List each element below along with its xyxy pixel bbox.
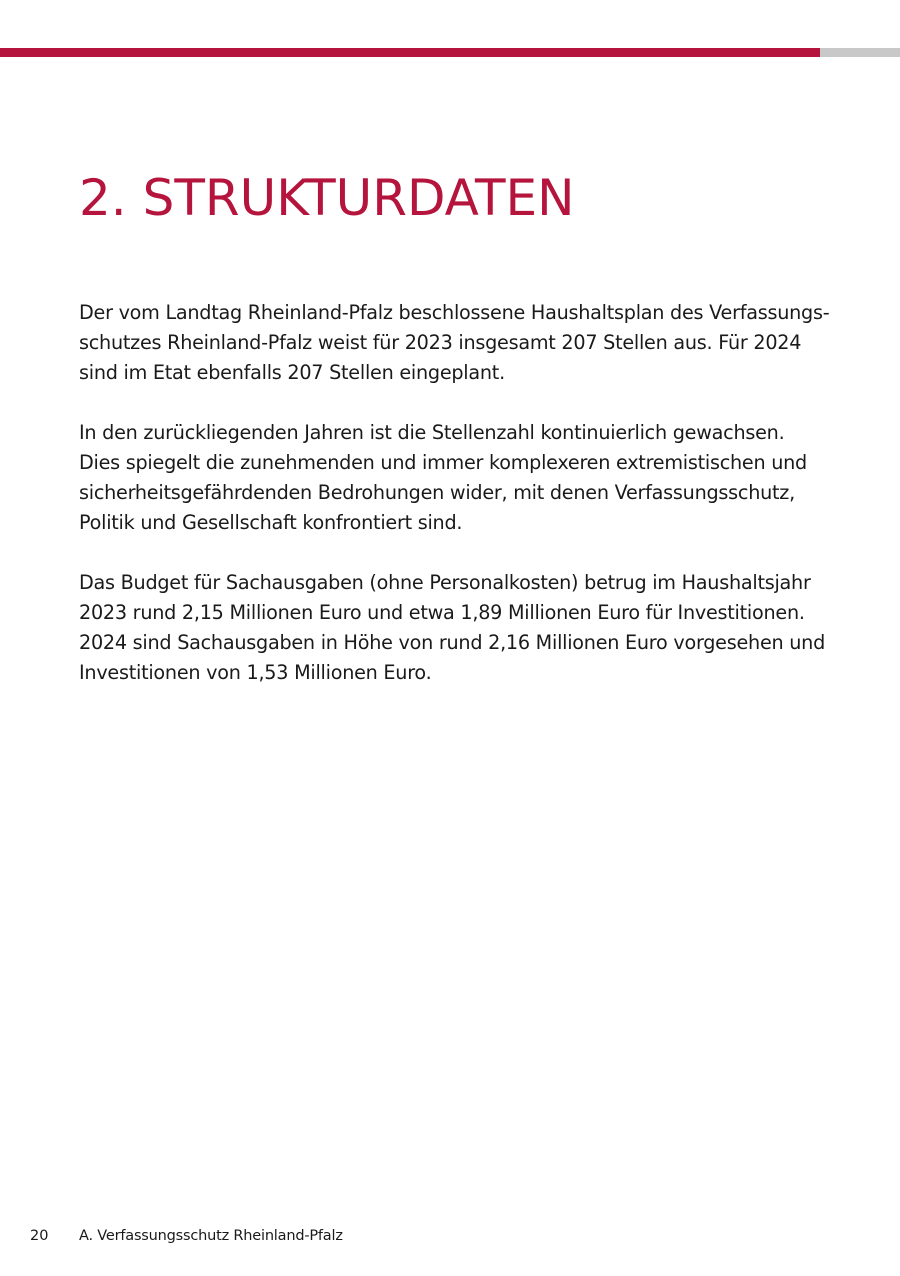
top-accent-bar xyxy=(0,48,820,57)
text-line: Dies spiegelt die zunehmenden und immer komplexeren extremistischen und xyxy=(79,451,807,474)
page-footer xyxy=(0,1224,900,1248)
text-line: 2024 sind Sachausgaben in Höhe von rund 2,16 Millionen Euro vorgesehen und xyxy=(79,631,826,654)
text-line: Der vom Landtag Rheinland-Pfalz beschlossene Haushaltsplan des Verfassungs- xyxy=(79,301,830,324)
paragraph-budget xyxy=(79,568,829,688)
text-line: sind im Etat ebenfalls 207 Stellen eingeplant. xyxy=(79,361,505,384)
text-line: sicherheitsgefährdenden Bedrohungen wider, mit denen Verfassungsschutz, xyxy=(79,481,795,504)
paragraph-staffing xyxy=(79,298,829,388)
text-line: Investitionen von 1,53 Millionen Euro. xyxy=(79,661,432,684)
paragraph-growth xyxy=(79,418,829,538)
top-grey-bar xyxy=(820,48,900,57)
text-line: Das Budget für Sachausgaben (ohne Personalkosten) betrug im Haushaltsjahr xyxy=(79,571,811,594)
body-text xyxy=(79,298,829,718)
text-line: In den zurückliegenden Jahren ist die Stellenzahl kontinuierlich gewachsen. xyxy=(79,421,785,444)
page-number: 20 xyxy=(30,1228,49,1244)
text-line: 2023 rund 2,15 Millionen Euro und etwa 1,89 Millionen Euro für Investitionen. xyxy=(79,601,805,624)
text-line: schutzes Rheinland-Pfalz weist für 2023 insgesamt 207 Stellen aus. Für 2024 xyxy=(79,331,802,354)
text-line: Politik und Gesellschaft konfrontiert sind. xyxy=(79,511,463,534)
running-title: A. Verfassungsschutz Rheinland-Pfalz xyxy=(79,1228,343,1244)
page-title: 2. STRUKTURDATEN xyxy=(79,169,575,227)
